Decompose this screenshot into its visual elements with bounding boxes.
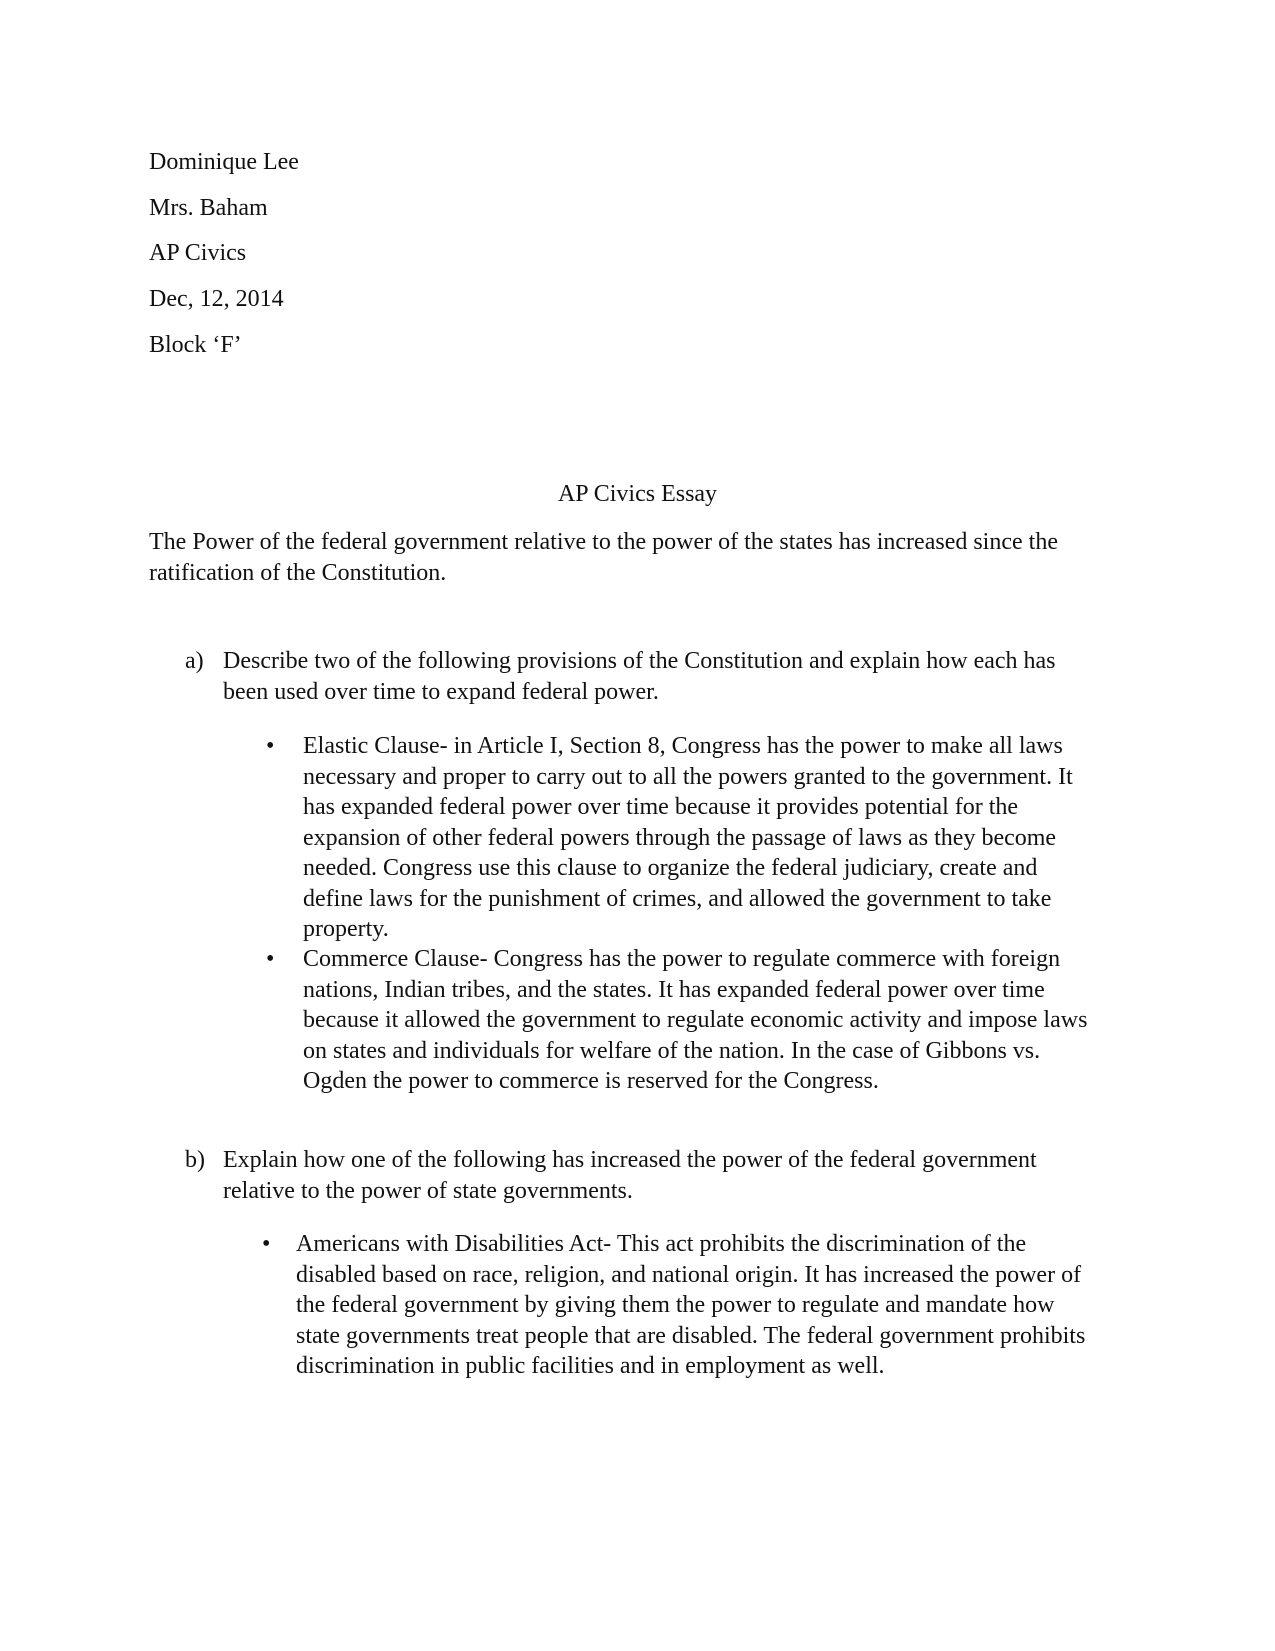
bullet-text: Americans with Disabilities Act- This act prohibits the discrimination of the disabled based on race, religion, and national origin. It has increased the power of the federal government by giving them the power to regulate and mandate how state governments treat people that are disabled. The federal government prohibits discrimination in public facilities and in employment as well. — [296, 1231, 1086, 1379]
bullet-text: Elastic Clause- in Article I, Section 8, Congress has the power to make all laws necessary and proper to carry out to all the powers granted to the government. It has expanded federal power over time because it provides potential for the expansion of other federal powers through the passage of laws as they become needed. Congress use this clause to organize the federal judiciary, create and define laws for the punishment of crimes, and allowed the government to take property. — [303, 733, 1073, 942]
teacher-name: Mrs. Baham — [149, 195, 268, 221]
question-text: Explain how one of the following has increased the power of the federal government relative to the power of state governments. — [223, 1147, 1037, 1204]
bullet-icon: • — [266, 733, 275, 759]
question-a — [185, 646, 1105, 707]
question-b — [185, 1145, 1105, 1206]
bullet-text: Commerce Clause- Congress has the power to regulate commerce with foreign nations, Indian tribes, and the states. It has expanded federal power over time because it allowed the government to regulate economic activity and impose laws on states and individuals for welfare of the nation. In the case of Gibbons vs. Ogden the power to commerce is reserved for the Congress. — [303, 946, 1088, 1094]
question-label: a) — [185, 648, 204, 674]
bullet-icon: • — [266, 946, 275, 972]
list-item-commerce-clause — [266, 944, 1096, 1097]
question-label: b) — [185, 1147, 205, 1173]
class-block: Block ‘F’ — [149, 332, 242, 358]
essay-prompt: The Power of the federal government relative to the power of the states has increased since the ratification of the Constitution. — [149, 529, 1058, 586]
date: Dec, 12, 2014 — [149, 286, 284, 312]
essay-title: AP Civics Essay — [557, 481, 718, 507]
course-name: AP Civics — [149, 240, 247, 266]
question-text: Describe two of the following provisions of the Constitution and explain how each has been used over time to expand federal power. — [223, 648, 1056, 705]
list-item-elastic-clause — [266, 731, 1096, 945]
list-item-ada — [262, 1229, 1092, 1382]
student-name: Dominique Lee — [149, 149, 299, 175]
bullet-icon: • — [262, 1231, 271, 1257]
